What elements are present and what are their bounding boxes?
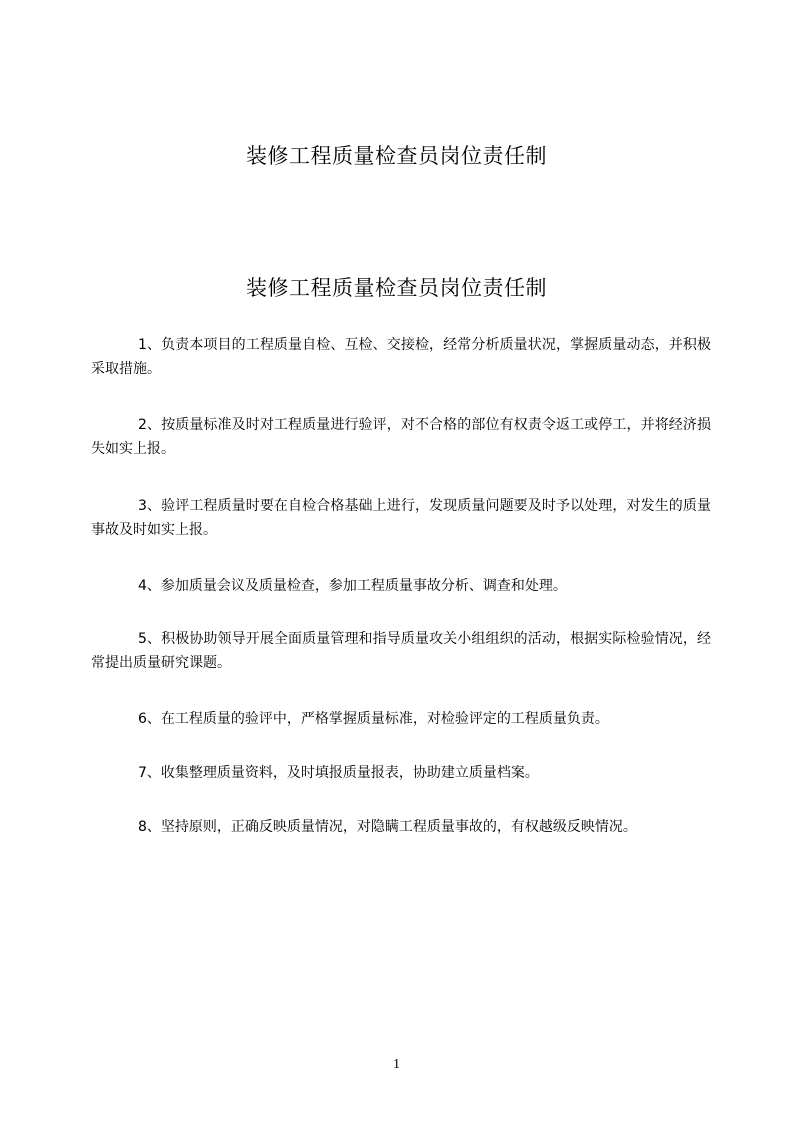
paragraph-8: 8、坚持原则，正确反映质量情况，对隐瞒工程质量事故的，有权越级反映情况。	[138, 819, 637, 835]
paragraph-5: 5、积极协助领导开展全面质量管理和指导质量攻关小组组织的活动，根据实际检验情况，经常提出质量研究课题。	[91, 631, 711, 671]
paragraph-3: 3、验评工程质量时要在自检合格基础上进行，发现质量问题要及时予以处理，对发生的质量事故及时如实上报。	[91, 498, 711, 538]
paragraph-6: 6、在工程质量的验评中，严格掌握质量标准，对检验评定的工程质量负责。	[138, 711, 609, 727]
page-number: 1	[393, 1057, 400, 1072]
paragraph-1: 1、负责本项目的工程质量自检、互检、交接检，经常分析质量状况，掌握质量动态，并积极采取措施。	[91, 337, 711, 377]
document-header-title: 装修工程质量检查员岗位责任制	[246, 144, 547, 168]
paragraph-7: 7、收集整理质量资料，及时填报质量报表，协助建立质量档案。	[138, 765, 539, 781]
paragraph-2: 2、按质量标准及时对工程质量进行验评，对不合格的部位有权责令返工或停工，并将经济损失如实上报。	[91, 417, 711, 457]
document-title: 装修工程质量检查员岗位责任制	[246, 276, 547, 300]
paragraph-4: 4、参加质量会议及质量检查，参加工程质量事故分析、调查和处理。	[138, 578, 567, 594]
